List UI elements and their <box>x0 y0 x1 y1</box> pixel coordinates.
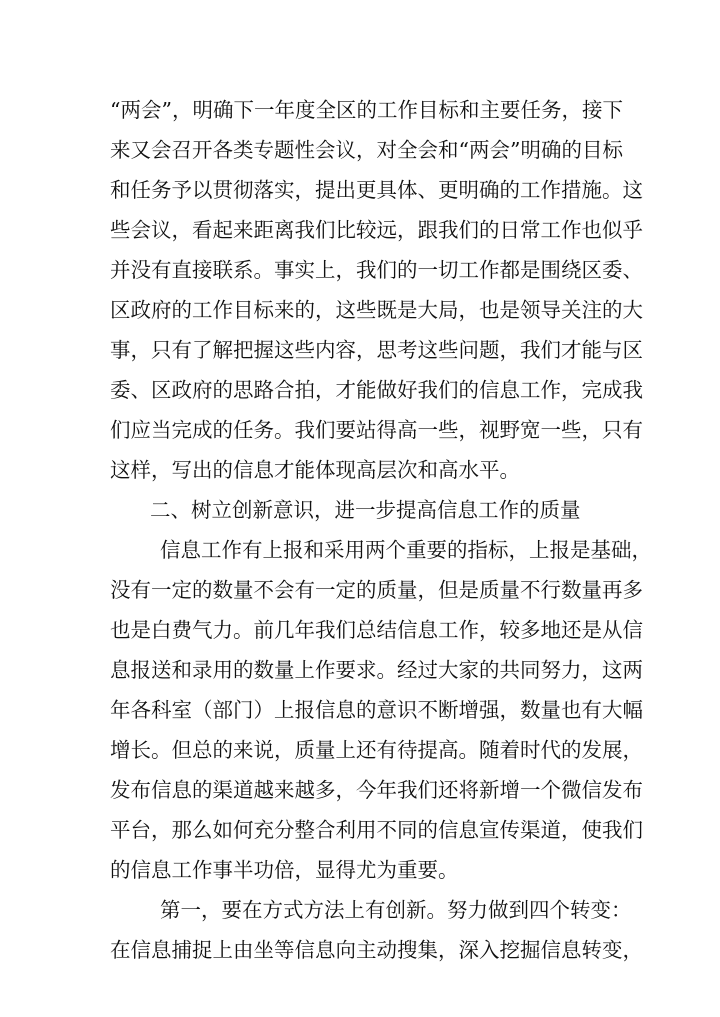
paragraph-3-line-2: 在信息捕捉上由坐等信息向主动搜集，深入挖掘信息转变， <box>110 938 643 962</box>
paragraph-2-line-4: 息报送和录用的数量上作要求。经过大家的共同努力，这两 <box>110 658 643 682</box>
paragraph-1-line-10: 这样，写出的信息才能体现高层次和高水平。 <box>110 458 520 482</box>
paragraph-1-line-9: 们应当完成的任务。我们要站得高一些，视野宽一些，只有 <box>110 418 643 442</box>
paragraph-2-line-7: 发布信息的渠道越来越多，今年我们还将新增一个微信发布 <box>110 778 643 802</box>
paragraph-2-line-8: 平台，那么如何充分整合利用不同的信息宣传渠道，使我们 <box>110 818 643 842</box>
paragraph-2-line-1: 信息工作有上报和采用两个重要的指标，上报是基础， <box>160 538 652 562</box>
paragraph-2-line-5: 年各科室（部门）上报信息的意识不断增强，数量也有大幅 <box>110 698 643 722</box>
paragraph-2-line-9: 的信息工作事半功倍，显得尤为重要。 <box>110 858 459 882</box>
paragraph-1-line-3: 和任务予以贯彻落实，提出更具体、更明确的工作措施。这 <box>110 178 643 202</box>
paragraph-1-line-4: 些会议，看起来距离我们比较远，跟我们的日常工作也似乎 <box>110 218 643 242</box>
paragraph-1-line-7: 事，只有了解把握这些内容，思考这些问题，我们才能与区 <box>110 338 643 362</box>
paragraph-2-line-2: 没有一定的数量不会有一定的质量，但是质量不行数量再多 <box>110 578 643 602</box>
section-heading: 二、树立创新意识，进一步提高信息工作的质量 <box>150 498 581 522</box>
paragraph-1-line-5: 并没有直接联系。事实上，我们的一切工作都是围绕区委、 <box>110 258 643 282</box>
paragraph-1-line-6: 区政府的工作目标来的，这些既是大局，也是领导关注的大 <box>110 298 643 322</box>
paragraph-2-line-3: 也是白费气力。前几年我们总结信息工作，较多地还是从信 <box>110 618 643 642</box>
paragraph-3-line-1: 第一，要在方式方法上有创新。努力做到四个转变： <box>160 898 632 922</box>
paragraph-2-line-6: 增长。但总的来说，质量上还有待提高。随着时代的发展， <box>110 738 643 762</box>
paragraph-1-line-1: “两会”，明确下一年度全区的工作目标和主要任务，接下 <box>110 98 623 122</box>
paragraph-1-line-2: 来又会召开各类专题性会议，对全会和“两会”明确的目标 <box>110 138 623 162</box>
paragraph-1-line-8: 委、区政府的思路合拍，才能做好我们的信息工作，完成我 <box>110 378 643 402</box>
